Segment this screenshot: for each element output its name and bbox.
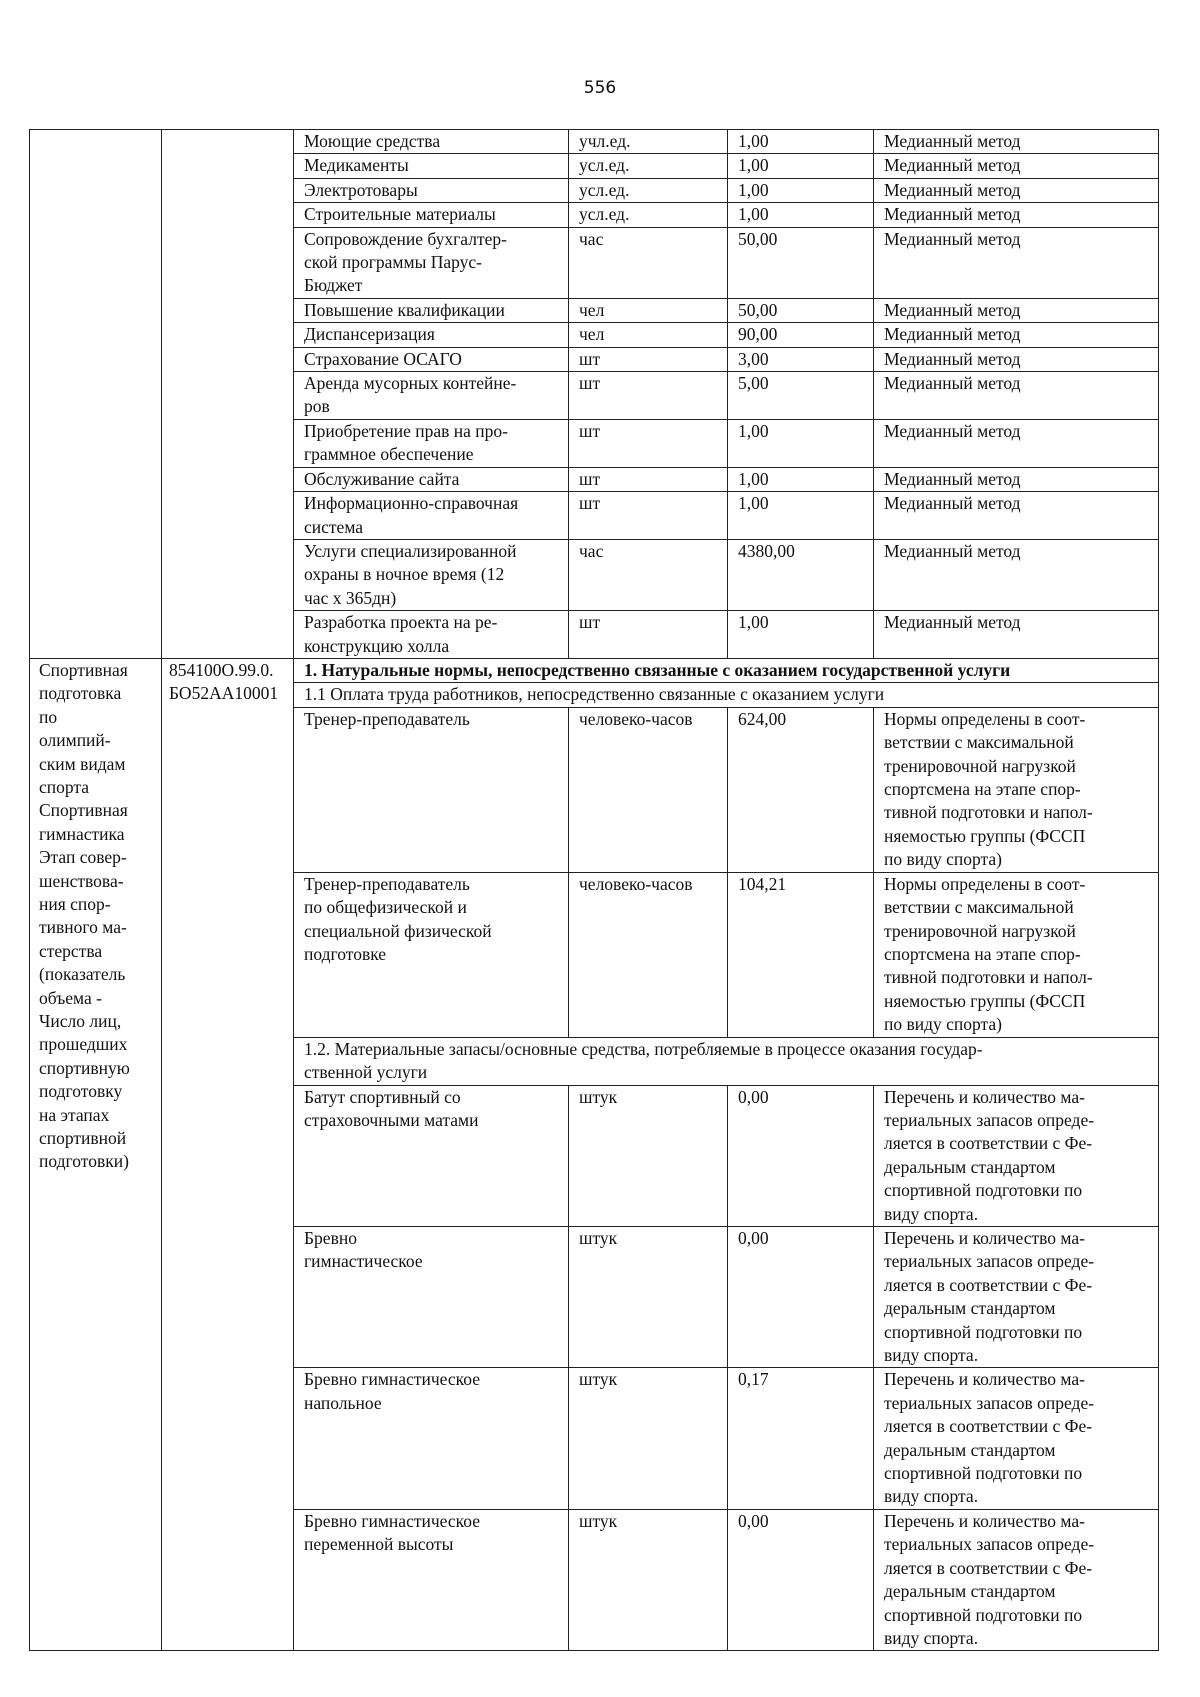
item-method: Медианный метод [874,611,1159,659]
item-value: 1,00 [728,203,874,227]
item-method: Нормы определены в соот- ветствии с максимальной тренировочной нагрузкой спортсмена на этапе спор- тивной подготовки и напол- няемостью группы (ФССП по виду спорта) [874,872,1159,1037]
item-value: 1,00 [728,130,874,154]
item-value: 0,00 [728,1085,874,1226]
item-method: Медианный метод [874,372,1159,420]
item-method: Медианный метод [874,492,1159,540]
page-number: 556 [583,78,617,98]
item-name: Аренда мусорных контейне- ров [294,372,569,420]
item-unit: штук [569,1227,728,1368]
empty-service-cell [30,130,162,659]
service-title: Спортивная подготовка по олимпий- ским видам спорта Спортивная гимнастика Этап совер- шенствова- ния спор- тивного ма- стерства (показатель объема - Число лиц, прошедших спортивную подготовку на этапах спортивной подготовки) [30,658,162,1650]
item-method: Медианный метод [874,539,1159,610]
item-unit: шт [569,467,728,491]
item-method: Медианный метод [874,467,1159,491]
item-name: Приобретение прав на про- граммное обеспечение [294,419,569,467]
item-method: Медианный метод [874,347,1159,371]
item-name: Бревно гимнастическое [294,1227,569,1368]
item-value: 1,00 [728,419,874,467]
section-1-heading: 1. Натуральные нормы, непосредственно связанные с оказанием государственной услуги [294,658,1159,682]
item-method: Нормы определены в соот- ветствии с максимальной тренировочной нагрузкой спортсмена на этапе спор- тивной подготовки и напол- няемостью группы (ФССП по виду спорта) [874,707,1159,872]
item-name: Информационно-справочная система [294,492,569,540]
item-name: Сопровождение бухгалтер- ской программы Парус- Бюджет [294,227,569,298]
item-name: Страхование ОСАГО [294,347,569,371]
item-value: 4380,00 [728,539,874,610]
item-unit: шт [569,347,728,371]
item-method: Перечень и количество ма- териальных запасов опреде- ляется в соответствии с Фе- деральным стандартом спортивной подготовки по виду спорта. [874,1227,1159,1368]
item-value: 5,00 [728,372,874,420]
item-value: 1,00 [728,154,874,178]
item-method: Медианный метод [874,419,1159,467]
item-value: 624,00 [728,707,874,872]
item-name: Электротовары [294,178,569,202]
item-unit: учл.ед. [569,130,728,154]
item-unit: штук [569,1085,728,1226]
item-unit: штук [569,1509,728,1650]
item-value: 0,00 [728,1509,874,1650]
item-unit: шт [569,492,728,540]
item-name: Моющие средства [294,130,569,154]
item-name: Строительные материалы [294,203,569,227]
item-value: 1,00 [728,492,874,540]
item-unit: усл.ед. [569,203,728,227]
item-unit: штук [569,1368,728,1509]
item-method: Медианный метод [874,298,1159,322]
service-code: 854100О.99.0. БО52АА10001 [162,658,294,1650]
item-name: Тренер-преподаватель по общефизической и специальной физической подготовке [294,872,569,1037]
item-name: Бревно гимнастическое переменной высоты [294,1509,569,1650]
item-unit: чел [569,323,728,347]
section-heading-row [30,658,1159,682]
item-name: Диспансеризация [294,323,569,347]
item-unit: час [569,539,728,610]
item-unit: человеко-часов [569,872,728,1037]
item-method: Перечень и количество ма- териальных запасов опреде- ляется в соответствии с Фе- деральным стандартом спортивной подготовки по виду спорта. [874,1368,1159,1509]
item-method: Медианный метод [874,227,1159,298]
item-value: 3,00 [728,347,874,371]
item-unit: час [569,227,728,298]
section-1-2-heading: 1.2. Материальные запасы/основные средства, потребляемые в процессе оказания государ- ственной услуги [294,1037,1159,1085]
section-1-1-heading: 1.1 Оплата труда работников, непосредственно связанные с оказанием услуги [294,683,1159,707]
item-value: 1,00 [728,178,874,202]
item-unit: человеко-часов [569,707,728,872]
item-name: Тренер-преподаватель [294,707,569,872]
item-method: Медианный метод [874,203,1159,227]
item-method: Медианный метод [874,178,1159,202]
item-method: Перечень и количество ма- териальных запасов опреде- ляется в соответствии с Фе- деральным стандартом спортивной подготовки по виду спорта. [874,1085,1159,1226]
table-row [30,130,1159,154]
item-method: Медианный метод [874,323,1159,347]
item-name: Батут спортивный со страховочными матами [294,1085,569,1226]
item-unit: шт [569,419,728,467]
item-unit: шт [569,372,728,420]
item-value: 104,21 [728,872,874,1037]
item-unit: усл.ед. [569,154,728,178]
empty-code-cell [162,130,294,659]
item-method: Медианный метод [874,154,1159,178]
item-value: 1,00 [728,611,874,659]
item-name: Бревно гимнастическое напольное [294,1368,569,1509]
item-value: 90,00 [728,323,874,347]
item-name: Медикаменты [294,154,569,178]
item-unit: чел [569,298,728,322]
item-unit: усл.ед. [569,178,728,202]
norms-table [29,129,1159,1651]
item-name: Повышение квалификации [294,298,569,322]
item-name: Разработка проекта на ре- конструкцию холла [294,611,569,659]
item-value: 0,17 [728,1368,874,1509]
item-name: Услуги специализированной охраны в ночное время (12 час х 365дн) [294,539,569,610]
item-value: 0,00 [728,1227,874,1368]
item-value: 50,00 [728,227,874,298]
item-unit: шт [569,611,728,659]
item-value: 50,00 [728,298,874,322]
item-method: Перечень и количество ма- териальных запасов опреде- ляется в соответствии с Фе- деральным стандартом спортивной подготовки по виду спорта. [874,1509,1159,1650]
item-method: Медианный метод [874,130,1159,154]
item-value: 1,00 [728,467,874,491]
item-name: Обслуживание сайта [294,467,569,491]
